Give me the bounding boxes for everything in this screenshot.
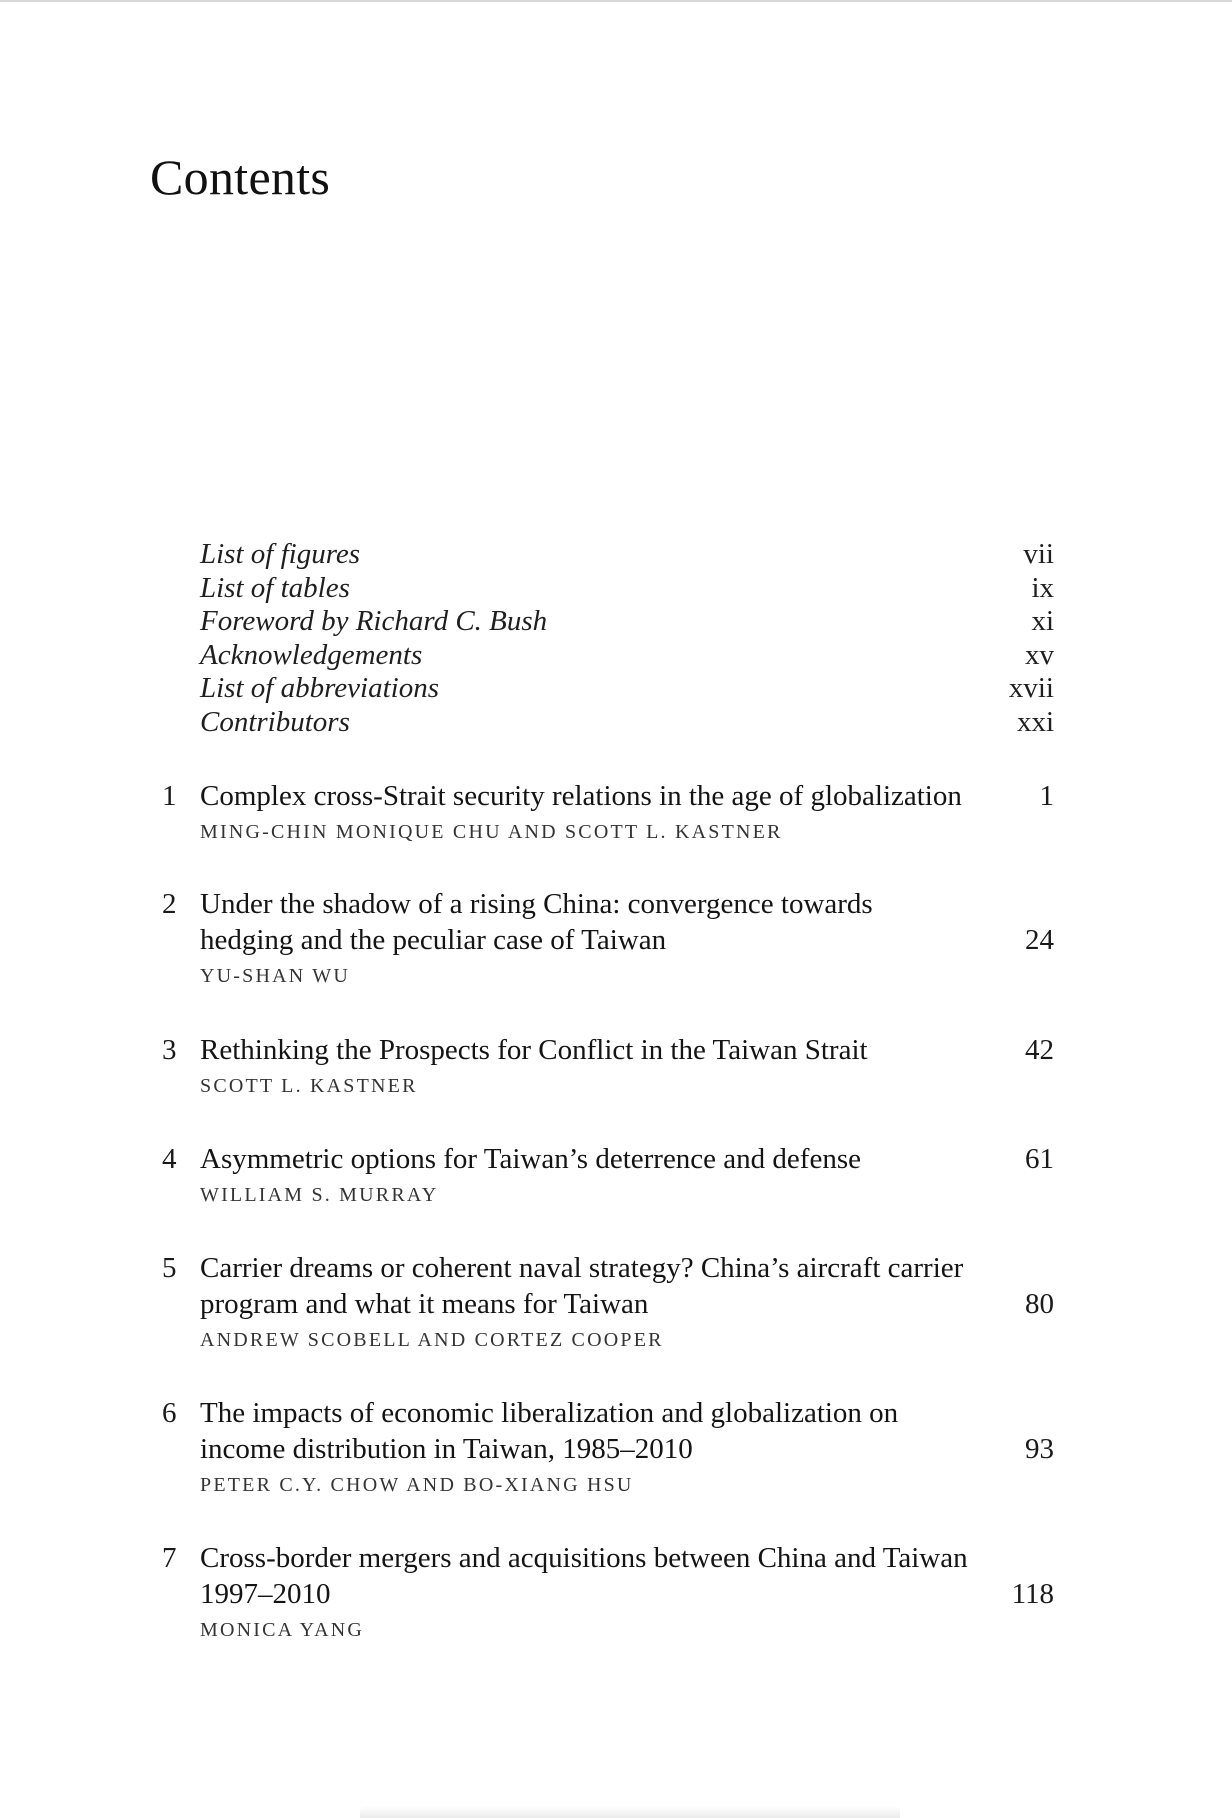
chapter-entry[interactable] bbox=[150, 1395, 1054, 1497]
front-matter-item[interactable] bbox=[200, 672, 1054, 706]
front-matter-page-number: vii bbox=[1023, 538, 1054, 570]
front-matter-item[interactable] bbox=[200, 639, 1054, 673]
chapter-number: 2 bbox=[162, 888, 177, 920]
chapter-authors: ANDREW SCOBELL AND CORTEZ COOPER bbox=[200, 1329, 664, 1351]
chapter-page-number: 80 bbox=[1025, 1288, 1054, 1320]
front-matter-label: Foreword by Richard C. Bush bbox=[200, 605, 548, 638]
front-matter-page-number: xxi bbox=[1016, 705, 1054, 738]
chapter-page-number: 61 bbox=[1025, 1143, 1054, 1175]
chapter-entry[interactable] bbox=[150, 1540, 1054, 1642]
front-matter-page-number: xv bbox=[1025, 638, 1054, 671]
front-matter-item[interactable] bbox=[200, 605, 1054, 639]
chapter-entry[interactable] bbox=[150, 778, 1054, 844]
front-matter-label: List of figures bbox=[200, 538, 361, 570]
chapter-authors: MING-CHIN MONIQUE CHU AND SCOTT L. KASTNER bbox=[200, 821, 783, 843]
chapter-authors: PETER C.Y. CHOW AND BO-XIANG HSU bbox=[200, 1474, 634, 1496]
chapter-title: Cross-border mergers and acquisitions between China and Taiwan 1997–2010 bbox=[200, 1542, 968, 1610]
chapter-page-number: 93 bbox=[1025, 1433, 1054, 1465]
front-matter-label: Acknowledgements bbox=[200, 638, 423, 671]
chapter-page-number: 42 bbox=[1025, 1034, 1054, 1066]
chapter-title: Complex cross-Strait security relations in the age of globalization bbox=[200, 780, 962, 812]
chapter-authors: SCOTT L. KASTNER bbox=[200, 1075, 418, 1097]
chapter-number: 3 bbox=[162, 1034, 177, 1066]
chapter-title: Asymmetric options for Taiwan’s deterrence and defense bbox=[200, 1143, 861, 1175]
chapter-title: The impacts of economic liberalization and globalization on income distribution in Taiwan, 1985–2010 bbox=[200, 1397, 899, 1465]
front-matter-item[interactable] bbox=[200, 538, 1054, 572]
chapter-entry[interactable] bbox=[150, 886, 1054, 988]
chapter-page-number: 118 bbox=[1011, 1578, 1054, 1610]
front-matter-page-number: ix bbox=[1031, 571, 1054, 604]
chapter-authors: MONICA YANG bbox=[200, 1619, 365, 1641]
front-matter-label: List of tables bbox=[200, 571, 350, 604]
chapter-number: 6 bbox=[162, 1397, 177, 1429]
page-title: Contents bbox=[150, 149, 331, 205]
front-matter-page-number: xi bbox=[1031, 605, 1054, 638]
chapter-title: Rethinking the Prospects for Conflict in the Taiwan Strait bbox=[200, 1034, 868, 1066]
bottom-scroll-shadow bbox=[360, 1806, 900, 1818]
front-matter-label: Contributors bbox=[200, 705, 350, 738]
chapter-entry[interactable] bbox=[150, 1032, 1054, 1098]
chapter-number: 5 bbox=[162, 1252, 177, 1284]
chapter-entry[interactable] bbox=[150, 1141, 1054, 1207]
chapter-page-number: 24 bbox=[1025, 924, 1054, 956]
chapter-number: 4 bbox=[162, 1143, 177, 1175]
chapter-authors: WILLIAM S. MURRAY bbox=[200, 1184, 439, 1206]
front-matter-label: List of abbreviations bbox=[200, 672, 439, 705]
chapter-authors: YU-SHAN WU bbox=[200, 965, 350, 987]
front-matter-list bbox=[200, 538, 1054, 740]
front-matter-item[interactable] bbox=[200, 572, 1054, 606]
chapter-page-number: 1 bbox=[1039, 780, 1054, 812]
chapter-entry[interactable] bbox=[150, 1250, 1054, 1352]
page-top-edge bbox=[0, 0, 1232, 2]
chapter-title: Carrier dreams or coherent naval strategy? China’s aircraft carrier program and what it means for Taiwan bbox=[200, 1252, 964, 1320]
front-matter-page-number: xvii bbox=[1008, 672, 1054, 705]
chapter-number: 1 bbox=[162, 780, 177, 812]
chapter-number: 7 bbox=[162, 1542, 177, 1574]
chapter-title: Under the shadow of a rising China: convergence towards hedging and the peculiar case of Taiwan bbox=[200, 888, 873, 956]
front-matter-item[interactable] bbox=[200, 706, 1054, 740]
